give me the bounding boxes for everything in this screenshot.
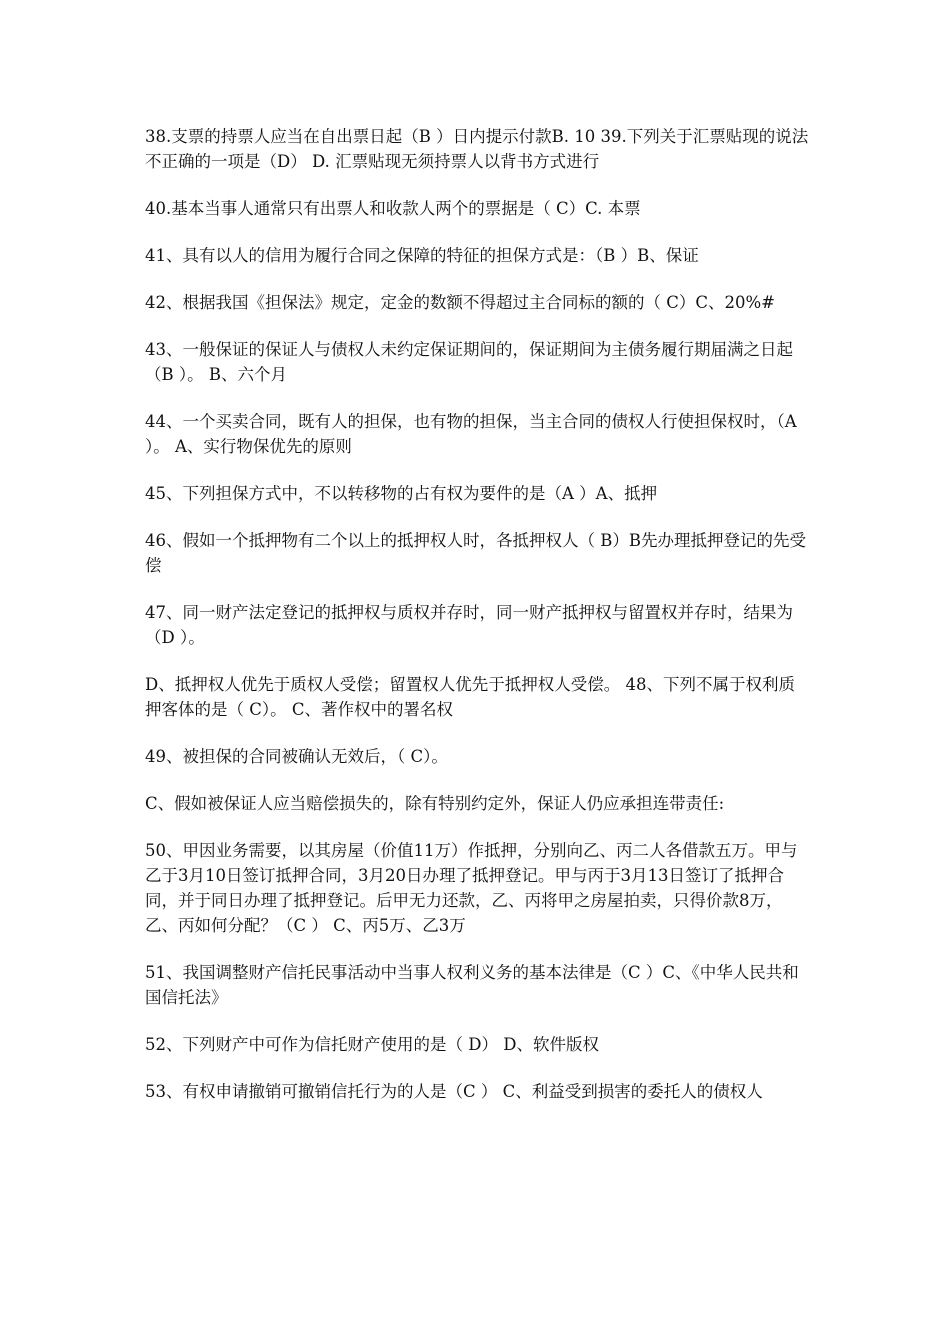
paragraph-45: 45、下列担保方式中，不以转移物的占有权为要件的是（A ）A、抵押 — [145, 484, 658, 503]
paragraph-40: 40.基本当事人通常只有出票人和收款人两个的票据是（ C）C. 本票 — [145, 199, 641, 218]
paragraph-38-39: 38.支票的持票人应当在自出票日起（B ）日内提示付款B. 10 39.下列关于汇票贴现的说法不正确的一项是（D） D. 汇票贴现无须持票人以背书方式进行 — [145, 127, 809, 171]
document-body — [145, 124, 810, 1126]
paragraph-51: 51、我国调整财产信托民事活动中当事人权利义务的基本法律是（C ）C、《中华人民共和国信托法》 — [145, 963, 799, 1007]
paragraph-43: 43、一般保证的保证人与债权人未约定保证期间的，保证期间为主债务履行期届满之日起（B ）。 B、六个月 — [145, 340, 793, 384]
paragraph-53: 53、有权申请撤销可撤销信托行为的人是（C ） C、利益受到损害的委托人的债权人 — [145, 1082, 763, 1101]
paragraph-50: 50、甲因业务需要，以其房屋（价值11万）作抵押，分别向乙、丙二人各借款五万。甲与乙于3月10日签订抵押合同，3月20日办理了抵押登记。甲与丙于3月13日签订了抵押合同，并于同日办理了抵押登记。后甲无力还款，乙、丙将甲之房屋拍卖，只得价款8万，乙、丙如何分配？（C ） C、丙5万、乙3万 — [145, 841, 798, 935]
paragraph-46: 46、假如一个抵押物有二个以上的抵押权人时，各抵押权人（ B）B先办理抵押登记的先受偿 — [145, 531, 806, 575]
paragraph-49-answer: C、假如被保证人应当赔偿损失的，除有特别约定外，保证人仍应承担连带责任: — [145, 794, 725, 813]
paragraph-42: 42、根据我国《担保法》规定，定金的数额不得超过主合同标的额的（ C）C、20%# — [145, 293, 775, 312]
paragraph-47: 47、同一财产法定登记的抵押权与质权并存时，同一财产抵押权与留置权并存时，结果为（D ）。 — [145, 603, 793, 647]
paragraph-49: 49、被担保的合同被确认无效后，（ C）。 — [145, 747, 448, 766]
paragraph-41: 41、具有以人的信用为履行合同之保障的特征的担保方式是：（B ）B、保证 — [145, 246, 699, 265]
paragraph-52: 52、下列财产中可作为信托财产使用的是（ D） D、软件版权 — [145, 1035, 599, 1054]
paragraph-47-answer-48: D、抵押权人优先于质权人受偿；留置权人优先于抵押权人受偿。 48、下列不属于权利质押客体的是（ C）。 C、著作权中的署名权 — [145, 675, 795, 719]
paragraph-44: 44、一个买卖合同，既有人的担保，也有物的担保，当主合同的债权人行使担保权时，（A ）。 A、实行物保优先的原则 — [145, 412, 797, 456]
